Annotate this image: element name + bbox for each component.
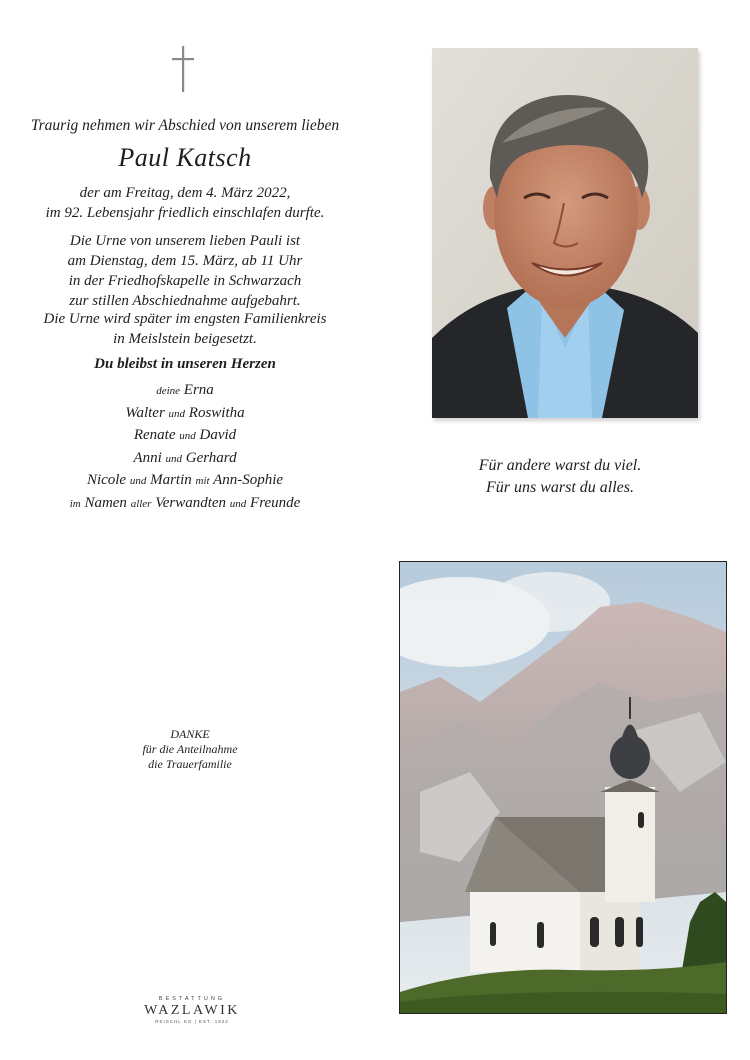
thanks-note: DANKE für die Anteilnahme die Trauerfamilie (142, 727, 238, 771)
death-paragraph: der am Freitag, dem 4. März 2022, im 92. Lebensjahr friedlich einschlafen durfte. (45, 185, 325, 221)
cross-icon (170, 46, 196, 92)
burial-paragraph: Die Urne wird später im engsten Familienkreis in Meislstein beigesetzt. (43, 311, 327, 347)
family-line: Renate und David (133, 427, 237, 443)
family-line: deine Erna (156, 382, 214, 398)
motto: Du bleibst in unseren Herzen (94, 356, 276, 372)
funeral-home-logo (140, 996, 244, 1032)
intro-line: Traurig nehmen wir Abschied von unserem lieben (30, 117, 340, 134)
memorial-quote: Für andere warst du viel. Für uns warst du alles. (478, 457, 642, 496)
urn-paragraph: Die Urne von unserem lieben Pauli ist am Dienstag, dem 15. März, ab 11 Uhr in der Friedhofskapelle in Schwarzach zur stillen Abschiednahme aufgebahrt. (67, 233, 303, 309)
logo-main-text: WAZLAWIK (144, 1003, 240, 1018)
family-line: Nicole und Martin mit Ann-Sophie (86, 472, 284, 488)
logo-top-text: BESTATTUNG (158, 996, 226, 1002)
portrait-photo (432, 48, 698, 418)
family-line: Anni und Gerhard (133, 449, 237, 466)
logo-bottom-text: REISCHL KG | EST. 1922 (155, 1019, 229, 1024)
family-list (10, 380, 360, 515)
family-line: Walter und Roswitha (125, 404, 245, 421)
family-line: im Namen aller Verwandten und Freunde (69, 494, 301, 511)
chapel-landscape-photo (399, 561, 727, 1014)
deceased-name: Paul Katsch (118, 143, 252, 172)
